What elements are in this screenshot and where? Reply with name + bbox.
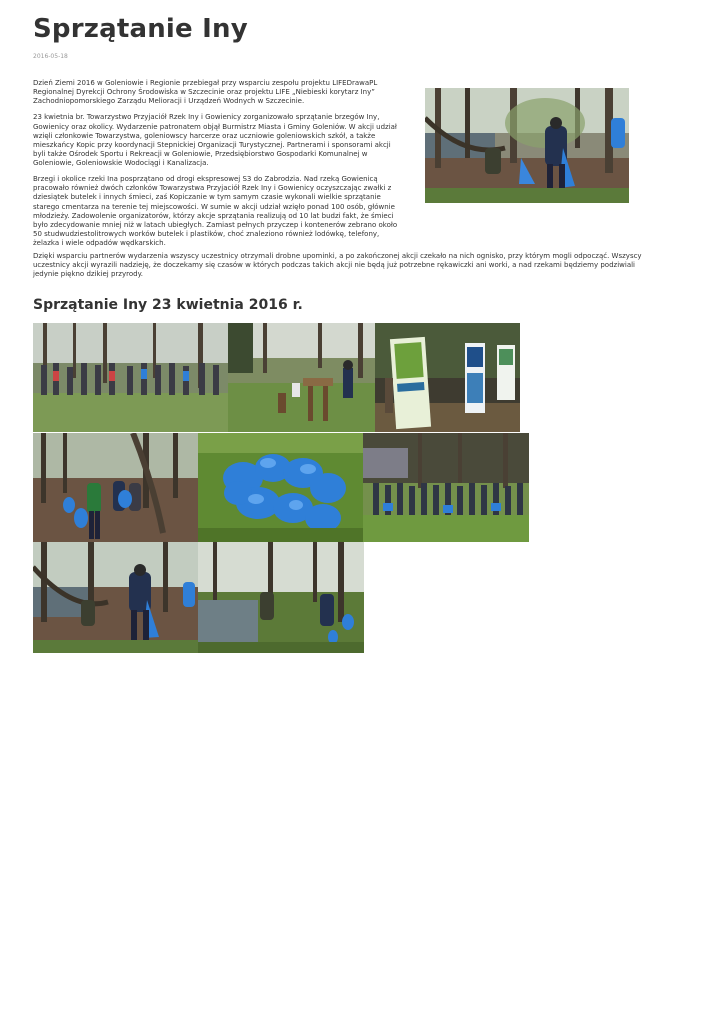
post-date: 2016-05-18 xyxy=(33,53,68,60)
gallery-photo[interactable] xyxy=(363,433,529,542)
gallery-photo[interactable] xyxy=(228,323,375,432)
gallery-photo[interactable] xyxy=(198,433,363,542)
page-title: Sprzątanie Iny xyxy=(33,14,248,44)
featured-photo[interactable] xyxy=(425,88,629,203)
gallery-photo[interactable] xyxy=(198,542,364,653)
article-paragraph: Dzień Ziemi 2016 w Goleniowie i Regionie przebiegał przy wsparciu zespołu projektu LIFEDrawaPL Regionalnej Dyrekcji Ochrony Środowiska w Szczecinie oraz projektu LIFE „Niebieski korytarz Iny” Zachodniopomorskiego Zarządu Melioracji i Urządzeń Wodnych w Szczecinie. xyxy=(33,79,378,106)
article-paragraph: 23 kwietnia br. Towarzystwo Przyjaciół Rzek Iny i Gowienicy zorganizowało sprzątanie brzegów Iny, Gowienicy oraz okolicy. Wydarzenie patronatem objął Burmistrz Miasta i Gminy Goleniów. W akcji udział wzięli członkowie Towarzystwa, goleniowscy harcerze oraz uczniowie goleniowskich szkół, a także mieszkańcy Kopic przy koordynacji Stepnickiej Organizacji Turystycznej. Partnerami i sponsorami akcji byli także Ośrodek Sportu i Rekreacji w Goleniowie, Przedsiębiorstwo Gospodarki Komunalnej w Goleniowie, Goleniowskie Wodociągi i Kanalizacja. xyxy=(33,113,397,167)
gallery-photo[interactable] xyxy=(33,542,198,653)
gallery-photo[interactable] xyxy=(33,433,198,542)
gallery-photo[interactable] xyxy=(33,323,228,432)
gallery-photo[interactable] xyxy=(375,323,520,432)
article-body xyxy=(33,79,405,255)
article-paragraph: Brzegi i okolice rzeki Ina posprzątano od drogi ekspresowej S3 do Zabrodzia. Nad rzeką Gowienicą pracowało również dwóch członków Towarzystwa Przyjaciół Rzek Iny i Gowienicy oczyszczając zwałki z dziesiątek butelek i innych śmieci, zaś Kopiczanie w tym samym czasie wykonali wielkie sprzątanie starego cmentarza na terenie tej miejscowości. W sumie w akcji udział wzięło ponad 100 osób, głównie młodzieży. Zadowolenie organizatorów, którzy akcje sprzątania realizują od 10 lat budzi fakt, że śmieci było zdecydowanie mniej niż w latach ubiegłych. Zamiast pełnych przyczep i kontenerów zebrano około 50 studwudziestolitrowych worków butelek i plastików, choć znaleziono również lodówkę, telefony, żelazka i wiele odpadów wędkarskich. xyxy=(33,175,398,247)
article-closing-paragraph: Dzięki wsparciu partnerów wydarzenia wszyscy uczestnicy otrzymali drobne upominki, a po zakończonej akcji czekało na nich ognisko, przy którym mogli odpocząć. Wszyscy uczestnicy akcji wyrazili nadzieję, że doczekamy się czasów w których podczas takich akcji nie będą już potrzebne rękawiczki ani worki, a nad rzekami będziemy podziwiali jedynie piękno dzikiej przyrody. xyxy=(33,252,642,279)
gallery-title: Sprzątanie Iny 23 kwietnia 2016 r. xyxy=(33,297,303,313)
